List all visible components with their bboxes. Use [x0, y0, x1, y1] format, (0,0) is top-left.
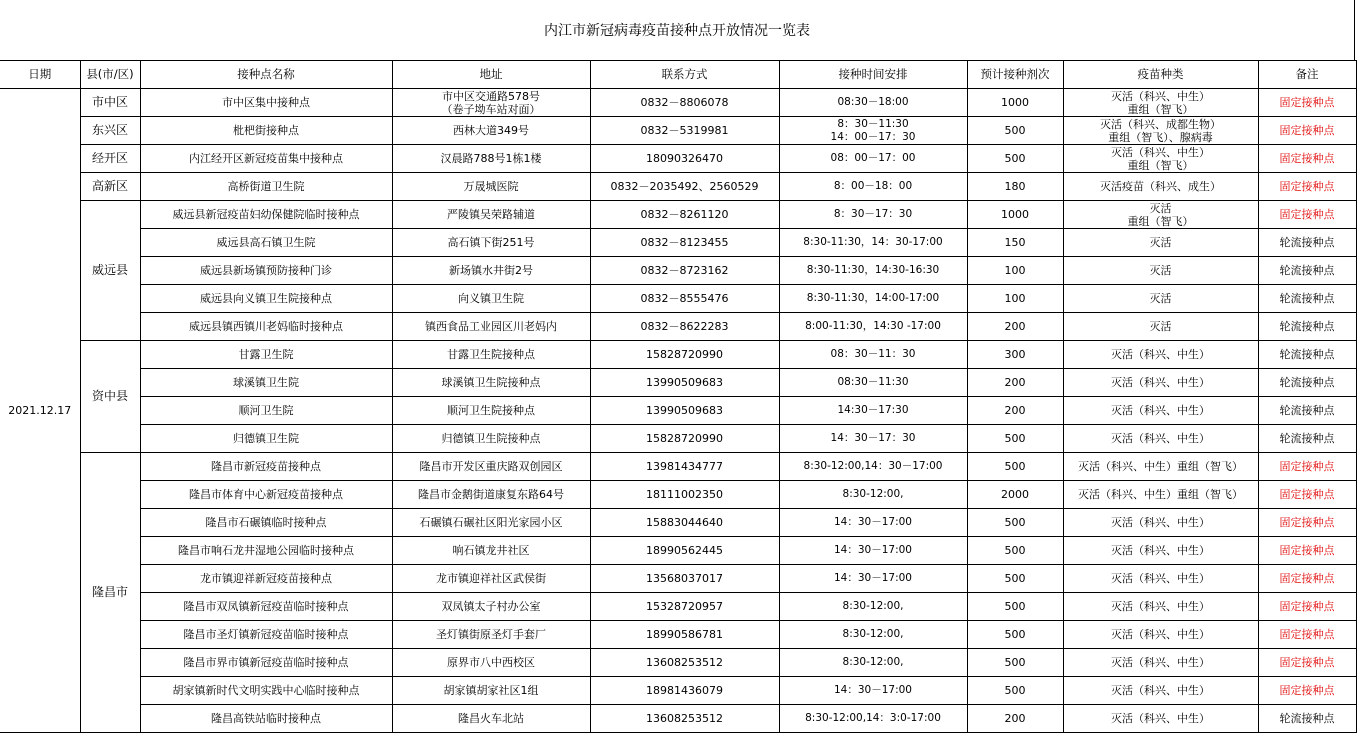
note-cell: 固定接种点 — [1258, 677, 1356, 705]
doses-cell: 500 — [967, 593, 1063, 621]
address-cell: 万晟城医院 — [392, 173, 590, 201]
address-cell: 龙市镇迎祥社区武侯街 — [392, 565, 590, 593]
site-name-cell: 市中区集中接种点 — [140, 89, 392, 117]
table-row — [0, 145, 1356, 173]
vaccine-cell: 灭活（科兴、中生） — [1063, 425, 1258, 453]
county-cell: 东兴区 — [80, 117, 140, 145]
contact-cell: 0832－8806078 — [590, 89, 779, 117]
table-row — [0, 173, 1356, 201]
address-cell: 隆昌火车北站 — [392, 705, 590, 733]
vaccine-cell: 灭活（科兴、中生） 重组（智飞） — [1063, 89, 1258, 117]
contact-cell: 18111002350 — [590, 481, 779, 509]
time-cell: 8：00－18：00 — [779, 173, 967, 201]
address-cell: 市中区交通路578号 （卷子坳车站对面） — [392, 89, 590, 117]
note-cell: 固定接种点 — [1258, 565, 1356, 593]
county-cell: 高新区 — [80, 173, 140, 201]
vaccine-cell: 灭活（科兴、中生） — [1063, 565, 1258, 593]
doses-cell: 100 — [967, 285, 1063, 313]
header-site-name: 接种点名称 — [140, 61, 392, 89]
contact-cell: 13568037017 — [590, 565, 779, 593]
contact-cell: 18981436079 — [590, 677, 779, 705]
table-row — [0, 593, 1356, 621]
doses-cell: 500 — [967, 565, 1063, 593]
site-name-cell: 枇杷街接种点 — [140, 117, 392, 145]
time-cell: 8:30-12:00, — [779, 481, 967, 509]
table-row — [0, 509, 1356, 537]
vaccine-cell: 灭活（科兴、中生） — [1063, 509, 1258, 537]
table-row — [0, 481, 1356, 509]
header-county: 县(市/区) — [80, 61, 140, 89]
table-row — [0, 313, 1356, 341]
vaccine-cell: 灭活 — [1063, 313, 1258, 341]
time-cell: 8:30-12:00,14：3:0-17:00 — [779, 705, 967, 733]
address-cell: 石碾镇石碾社区阳光家园小区 — [392, 509, 590, 537]
time-cell: 8:30-11:30，14：30-17:00 — [779, 229, 967, 257]
time-cell: 8:30-12:00, — [779, 593, 967, 621]
contact-cell: 15828720990 — [590, 341, 779, 369]
site-name-cell: 隆昌市圣灯镇新冠疫苗临时接种点 — [140, 621, 392, 649]
contact-cell: 15828720990 — [590, 425, 779, 453]
table-row — [0, 285, 1356, 313]
contact-cell: 0832－8123455 — [590, 229, 779, 257]
site-name-cell: 归德镇卫生院 — [140, 425, 392, 453]
site-name-cell: 内江经开区新冠疫苗集中接种点 — [140, 145, 392, 173]
county-cell: 资中县 — [80, 341, 140, 453]
site-name-cell: 顺河卫生院 — [140, 397, 392, 425]
note-cell: 固定接种点 — [1258, 649, 1356, 677]
address-cell: 严陵镇吴荣路辅道 — [392, 201, 590, 229]
doses-cell: 100 — [967, 257, 1063, 285]
note-cell: 轮流接种点 — [1258, 285, 1356, 313]
contact-cell: 0832－5319981 — [590, 117, 779, 145]
vaccine-cell: 灭活（科兴、中生） — [1063, 369, 1258, 397]
vaccine-cell: 灭活 — [1063, 285, 1258, 313]
address-cell: 球溪镇卫生院接种点 — [392, 369, 590, 397]
time-cell: 14:30－17:30 — [779, 397, 967, 425]
note-cell: 固定接种点 — [1258, 145, 1356, 173]
header-date: 日期 — [0, 61, 80, 89]
table-row — [0, 537, 1356, 565]
doses-cell: 180 — [967, 173, 1063, 201]
header-row — [0, 61, 1356, 89]
doses-cell: 1000 — [967, 89, 1063, 117]
header-address: 地址 — [392, 61, 590, 89]
note-cell: 轮流接种点 — [1258, 369, 1356, 397]
contact-cell: 0832－8555476 — [590, 285, 779, 313]
address-cell: 顺河卫生院接种点 — [392, 397, 590, 425]
site-name-cell: 高桥街道卫生院 — [140, 173, 392, 201]
note-cell: 固定接种点 — [1258, 117, 1356, 145]
note-cell: 固定接种点 — [1258, 621, 1356, 649]
note-cell: 固定接种点 — [1258, 89, 1356, 117]
doses-cell: 500 — [967, 117, 1063, 145]
site-name-cell: 隆昌市双凤镇新冠疫苗临时接种点 — [140, 593, 392, 621]
note-cell: 轮流接种点 — [1258, 397, 1356, 425]
time-cell: 14：30－17：30 — [779, 425, 967, 453]
vaccine-cell: 灭活（科兴、中生） — [1063, 621, 1258, 649]
time-cell: 14：30－17:00 — [779, 677, 967, 705]
doses-cell: 500 — [967, 509, 1063, 537]
contact-cell: 18990562445 — [590, 537, 779, 565]
contact-cell: 0832－8261120 — [590, 201, 779, 229]
doses-cell: 200 — [967, 705, 1063, 733]
table-row — [0, 397, 1356, 425]
note-cell: 固定接种点 — [1258, 509, 1356, 537]
note-cell: 固定接种点 — [1258, 453, 1356, 481]
time-cell: 14：30－17:00 — [779, 565, 967, 593]
doses-cell: 1000 — [967, 201, 1063, 229]
vaccine-cell: 灭活（科兴、中生） — [1063, 397, 1258, 425]
contact-cell: 0832－2035492、2560529 — [590, 173, 779, 201]
contact-cell: 0832－8723162 — [590, 257, 779, 285]
note-cell: 固定接种点 — [1258, 593, 1356, 621]
site-name-cell: 胡家镇新时代文明实践中心临时接种点 — [140, 677, 392, 705]
note-cell: 轮流接种点 — [1258, 313, 1356, 341]
time-cell: 8:00-11:30，14:30 -17:00 — [779, 313, 967, 341]
contact-cell: 18990586781 — [590, 621, 779, 649]
table-row — [0, 677, 1356, 705]
table-row — [0, 453, 1356, 481]
page-title: 内江市新冠病毒疫苗接种点开放情况一览表 — [0, 0, 1355, 60]
address-cell: 原界市八中西校区 — [392, 649, 590, 677]
address-cell: 汉晨路788号1栋1楼 — [392, 145, 590, 173]
site-name-cell: 甘露卫生院 — [140, 341, 392, 369]
site-name-cell: 威远县高石镇卫生院 — [140, 229, 392, 257]
time-cell: 8:30-12:00,14：30－17:00 — [779, 453, 967, 481]
address-cell: 西林大道349号 — [392, 117, 590, 145]
contact-cell: 0832－8622283 — [590, 313, 779, 341]
site-name-cell: 威远县新冠疫苗妇幼保健院临时接种点 — [140, 201, 392, 229]
contact-cell: 13608253512 — [590, 705, 779, 733]
address-cell: 胡家镇胡家社区1组 — [392, 677, 590, 705]
address-cell: 响石镇龙井社区 — [392, 537, 590, 565]
doses-cell: 200 — [967, 369, 1063, 397]
address-cell: 双凤镇太子村办公室 — [392, 593, 590, 621]
table-row — [0, 257, 1356, 285]
doses-cell: 500 — [967, 537, 1063, 565]
doses-cell: 200 — [967, 397, 1063, 425]
doses-cell: 300 — [967, 341, 1063, 369]
doses-cell: 150 — [967, 229, 1063, 257]
address-cell: 高石镇下街251号 — [392, 229, 590, 257]
address-cell: 甘露卫生院接种点 — [392, 341, 590, 369]
note-cell: 轮流接种点 — [1258, 425, 1356, 453]
site-name-cell: 隆昌市新冠疫苗接种点 — [140, 453, 392, 481]
contact-cell: 13981434777 — [590, 453, 779, 481]
vaccine-cell: 灭活（科兴、中生）重组（智飞） — [1063, 453, 1258, 481]
address-cell: 隆昌市开发区重庆路双创园区 — [392, 453, 590, 481]
site-name-cell: 威远县向义镇卫生院接种点 — [140, 285, 392, 313]
doses-cell: 500 — [967, 621, 1063, 649]
site-name-cell: 隆昌市界市镇新冠疫苗临时接种点 — [140, 649, 392, 677]
contact-cell: 13990509683 — [590, 369, 779, 397]
table-row — [0, 649, 1356, 677]
site-name-cell: 隆昌高铁站临时接种点 — [140, 705, 392, 733]
time-cell: 8：30－11:30 14：00－17：30 — [779, 117, 967, 145]
doses-cell: 500 — [967, 453, 1063, 481]
header-note: 备注 — [1258, 61, 1356, 89]
county-cell: 威远县 — [80, 201, 140, 341]
table-row — [0, 425, 1356, 453]
site-name-cell: 威远县镇西镇川老妈临时接种点 — [140, 313, 392, 341]
table-body — [0, 89, 1356, 733]
site-name-cell: 隆昌市石碾镇临时接种点 — [140, 509, 392, 537]
site-name-cell: 隆昌市响石龙井湿地公园临时接种点 — [140, 537, 392, 565]
vaccine-cell: 灭活（科兴、中生） — [1063, 341, 1258, 369]
address-cell: 隆昌市金鹅街道康复东路64号 — [392, 481, 590, 509]
vaccine-cell: 灭活 — [1063, 257, 1258, 285]
time-cell: 08:30－11:30 — [779, 369, 967, 397]
time-cell: 08:30－18:00 — [779, 89, 967, 117]
date-cell: 2021.12.17 — [0, 89, 80, 733]
note-cell: 固定接种点 — [1258, 481, 1356, 509]
doses-cell: 500 — [967, 677, 1063, 705]
doses-cell: 200 — [967, 313, 1063, 341]
vaccine-cell: 灭活（科兴、中生） — [1063, 705, 1258, 733]
address-cell: 新场镇水井街2号 — [392, 257, 590, 285]
header-vaccine: 疫苗种类 — [1063, 61, 1258, 89]
time-cell: 08：30－11：30 — [779, 341, 967, 369]
time-cell: 8:30-12:00, — [779, 621, 967, 649]
note-cell: 固定接种点 — [1258, 173, 1356, 201]
time-cell: 14：30－17:00 — [779, 509, 967, 537]
contact-cell: 15328720957 — [590, 593, 779, 621]
time-cell: 8:30-11:30，14:30-16:30 — [779, 257, 967, 285]
vaccine-cell: 灭活（科兴、中生） — [1063, 677, 1258, 705]
address-cell: 镇西食品工业园区川老妈内 — [392, 313, 590, 341]
time-cell: 8：30－17：30 — [779, 201, 967, 229]
time-cell: 14：30－17:00 — [779, 537, 967, 565]
vaccine-cell: 灭活 — [1063, 229, 1258, 257]
doses-cell: 2000 — [967, 481, 1063, 509]
table-row — [0, 229, 1356, 257]
doses-cell: 500 — [967, 425, 1063, 453]
county-cell: 市中区 — [80, 89, 140, 117]
contact-cell: 13990509683 — [590, 397, 779, 425]
note-cell: 轮流接种点 — [1258, 705, 1356, 733]
table-row — [0, 89, 1356, 117]
address-cell: 向义镇卫生院 — [392, 285, 590, 313]
county-cell: 隆昌市 — [80, 453, 140, 733]
vaccine-cell: 灭活（科兴、中生）重组（智飞） — [1063, 481, 1258, 509]
vaccine-cell: 灭活（科兴、成都生物） 重组（智飞）、腺病毒 — [1063, 117, 1258, 145]
note-cell: 轮流接种点 — [1258, 341, 1356, 369]
table-row — [0, 341, 1356, 369]
vaccine-cell: 灭活 重组（智飞） — [1063, 201, 1258, 229]
time-cell: 8:30-11:30，14:00-17:00 — [779, 285, 967, 313]
table-row — [0, 565, 1356, 593]
table-row — [0, 369, 1356, 397]
note-cell: 轮流接种点 — [1258, 229, 1356, 257]
table-row — [0, 621, 1356, 649]
address-cell: 归德镇卫生院接种点 — [392, 425, 590, 453]
note-cell: 轮流接种点 — [1258, 257, 1356, 285]
time-cell: 08：00－17：00 — [779, 145, 967, 173]
doses-cell: 500 — [967, 145, 1063, 173]
vaccination-site-table — [0, 60, 1357, 733]
vaccine-cell: 灭活（科兴、中生） — [1063, 649, 1258, 677]
county-cell: 经开区 — [80, 145, 140, 173]
time-cell: 8:30-12:00, — [779, 649, 967, 677]
vaccine-cell: 灭活疫苗（科兴、成生） — [1063, 173, 1258, 201]
table-row — [0, 117, 1356, 145]
note-cell: 固定接种点 — [1258, 537, 1356, 565]
table-row — [0, 705, 1356, 733]
contact-cell: 15883044640 — [590, 509, 779, 537]
doses-cell: 500 — [967, 649, 1063, 677]
site-name-cell: 威远县新场镇预防接种门诊 — [140, 257, 392, 285]
header-contact: 联系方式 — [590, 61, 779, 89]
site-name-cell: 球溪镇卫生院 — [140, 369, 392, 397]
contact-cell: 18090326470 — [590, 145, 779, 173]
vaccine-cell: 灭活（科兴、中生） — [1063, 593, 1258, 621]
site-name-cell: 龙市镇迎祥新冠疫苗接种点 — [140, 565, 392, 593]
vaccine-cell: 灭活（科兴、中生） — [1063, 537, 1258, 565]
vaccine-cell: 灭活（科兴、中生） 重组（智飞） — [1063, 145, 1258, 173]
header-time: 接种时间安排 — [779, 61, 967, 89]
site-name-cell: 隆昌市体育中心新冠疫苗接种点 — [140, 481, 392, 509]
table-row — [0, 201, 1356, 229]
header-doses: 预计接种剂次 — [967, 61, 1063, 89]
note-cell: 固定接种点 — [1258, 201, 1356, 229]
contact-cell: 13608253512 — [590, 649, 779, 677]
address-cell: 圣灯镇街原圣灯手套厂 — [392, 621, 590, 649]
